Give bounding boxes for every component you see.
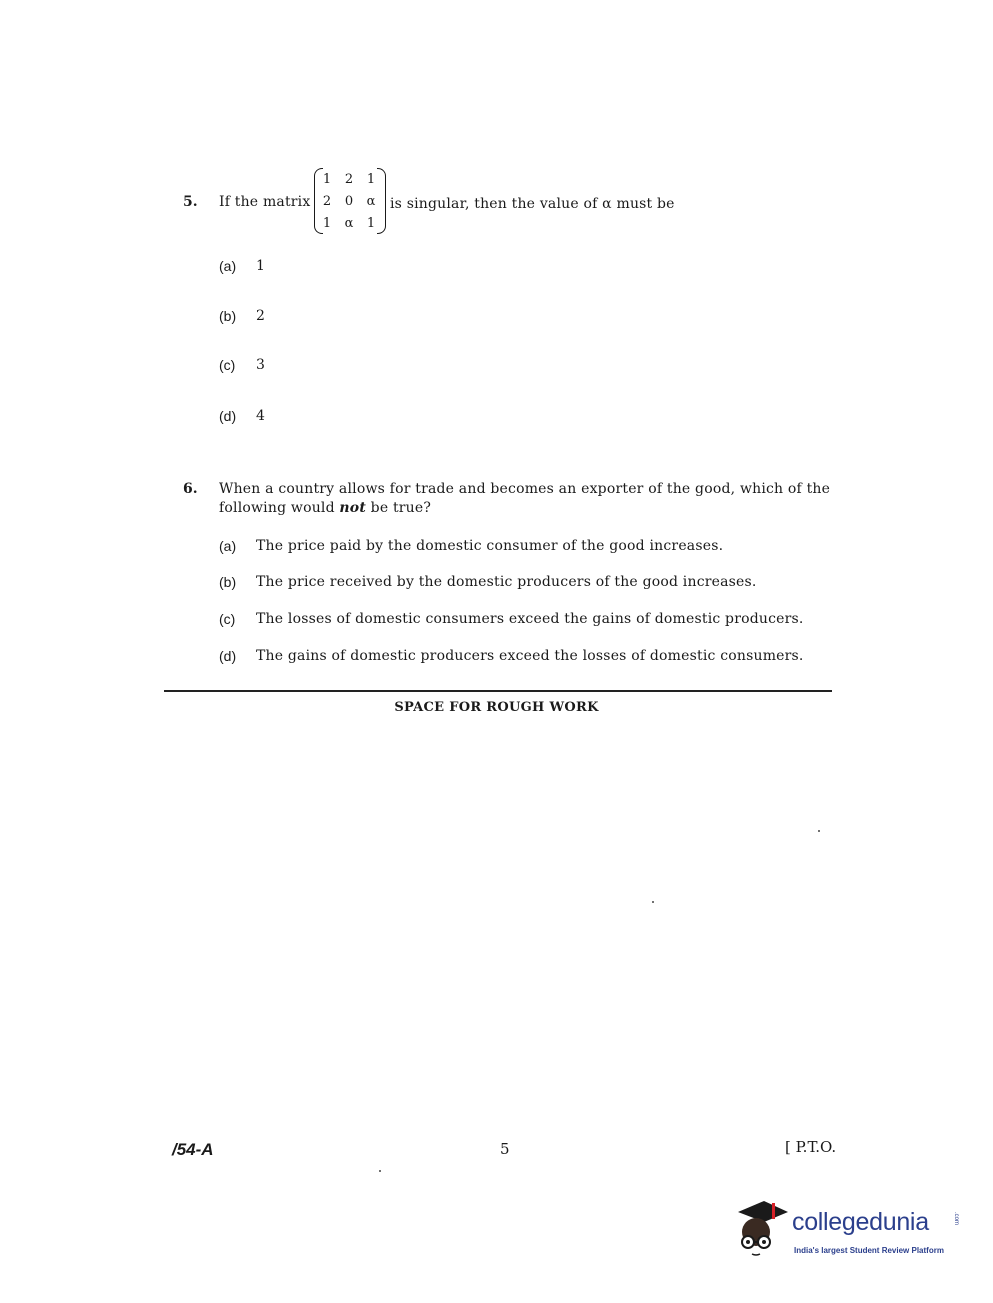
q5-option-c-text: 3	[256, 357, 265, 373]
q5-option-d-label: (d)	[219, 408, 237, 424]
q5-option-a-text: 1	[256, 258, 265, 274]
mascot-icon	[734, 1198, 790, 1258]
question-5-prefix: If the matrix	[219, 194, 311, 210]
section-divider	[164, 690, 832, 692]
q6-option-d-text: The gains of domestic producers exceed the losses of domestic consumers.	[256, 648, 804, 664]
matrix-cell-r2c2: 0	[344, 194, 354, 209]
q5-option-d-text: 4	[256, 408, 265, 424]
rough-work-label: SPACE FOR ROUGH WORK	[394, 700, 599, 715]
paper-code: /54-A	[172, 1140, 214, 1159]
matrix-cell-r3c3: 1	[366, 216, 376, 231]
question-6-line2-before: following would	[219, 500, 335, 516]
q5-option-b-text: 2	[256, 308, 265, 324]
q6-option-b-label: (b)	[219, 574, 237, 590]
matrix-cell-r3c1: 1	[322, 216, 332, 231]
matrix	[314, 168, 386, 234]
question-5-number: 5.	[183, 194, 198, 210]
matrix-cell-r2c3: α	[366, 194, 376, 209]
question-6-emphasis: not	[339, 500, 367, 516]
matrix-cell-r3c2: α	[344, 216, 354, 231]
scan-speck	[818, 830, 820, 832]
question-6-number: 6.	[183, 481, 198, 497]
brand-com: .com	[953, 1212, 959, 1226]
q6-option-b-text: The price received by the domestic producers of the good increases.	[256, 574, 757, 590]
q5-option-c-label: (c)	[219, 357, 236, 373]
q5-option-b-label: (b)	[219, 308, 237, 324]
q6-option-d-label: (d)	[219, 648, 237, 664]
pto-label: [ P.T.O.	[785, 1138, 837, 1156]
question-5-suffix: is singular, then the value of α must be	[390, 196, 675, 212]
question-6-line1: When a country allows for trade and becomes an exporter of the good, which of the	[219, 481, 831, 497]
q6-option-c-label: (c)	[219, 611, 236, 627]
matrix-cell-r1c2: 2	[344, 172, 354, 187]
matrix-cell-r2c1: 2	[322, 194, 332, 209]
matrix-right-bracket	[377, 168, 386, 234]
q5-option-a-label: (a)	[219, 258, 237, 274]
matrix-cell-r1c1: 1	[322, 172, 332, 187]
question-6-line2-after: be true?	[370, 500, 432, 516]
collegedunia-watermark	[734, 1196, 964, 1266]
brand-tagline: India's largest Student Review Platform	[794, 1246, 944, 1255]
q6-option-c-text: The losses of domestic consumers exceed the gains of domestic producers.	[256, 611, 804, 627]
q6-option-a-label: (a)	[219, 538, 237, 554]
q6-option-a-text: The price paid by the domestic consumer of the good increases.	[256, 538, 724, 554]
page-number: 5	[500, 1140, 510, 1158]
question-6-line2	[219, 500, 431, 516]
brand-name: collegedunia	[792, 1208, 929, 1236]
matrix-cell-r1c3: 1	[366, 172, 376, 187]
scan-speck	[379, 1170, 381, 1172]
scan-speck	[652, 901, 654, 903]
